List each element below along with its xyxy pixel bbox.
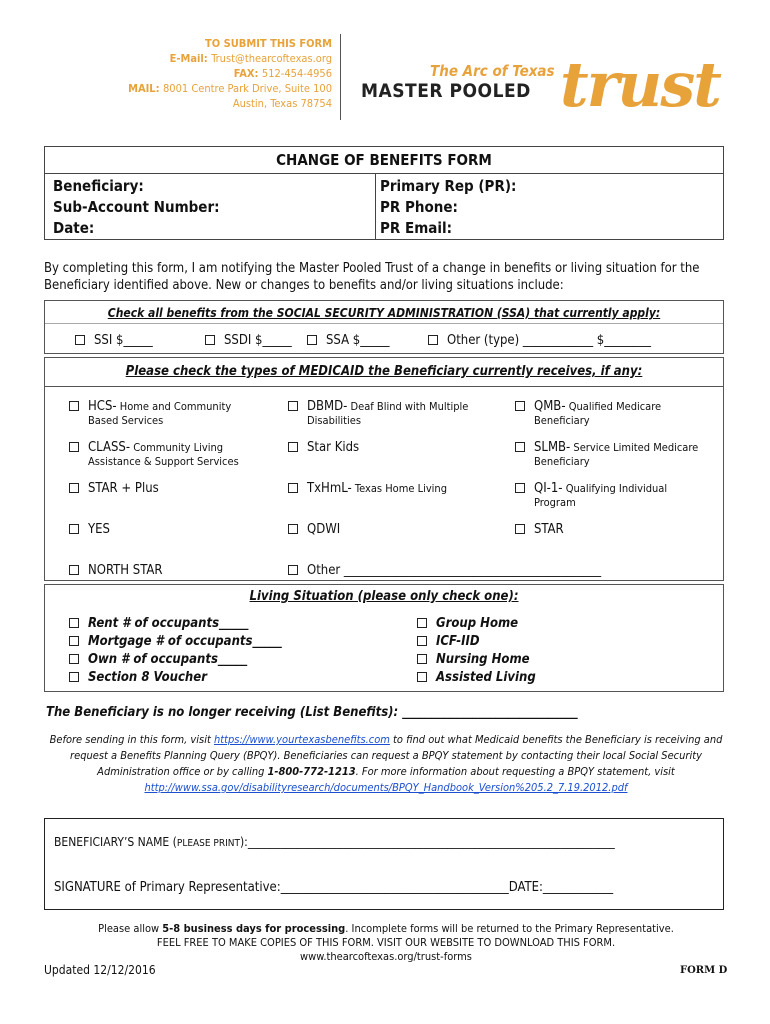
living-option[interactable]: Group Home [417, 616, 518, 631]
mail-label: MAIL: [128, 82, 160, 95]
checkbox[interactable] [75, 335, 85, 345]
checkbox[interactable] [515, 524, 525, 534]
signature-section [44, 818, 724, 910]
copies-notice: FEEL FREE TO MAKE COPIES OF THIS FORM. VISIT OUR WEBSITE TO DOWNLOAD THIS FORM. [156, 936, 616, 949]
mail-line1: 8001 Centre Park Drive, Suite 100 [163, 82, 332, 95]
date-label[interactable]: Date: [53, 219, 95, 237]
living-option[interactable]: Assisted Living [417, 670, 536, 685]
primary-rep-label[interactable]: Primary Rep (PR): [380, 177, 517, 195]
checkbox[interactable] [288, 483, 298, 493]
ssa-section [44, 300, 724, 354]
fax-label: FAX: [233, 67, 259, 80]
logo-arc-text: The Arc of Texas [430, 62, 555, 80]
ssa-item[interactable]: SSDI $_____ [205, 333, 292, 348]
medicaid-item[interactable]: TxHmL- Texas Home Living [288, 481, 447, 496]
checkbox[interactable] [205, 335, 215, 345]
living-option[interactable]: Nursing Home [417, 652, 530, 667]
ssa-rule [45, 323, 723, 324]
living-heading: Living Situation (please only check one): [249, 589, 519, 604]
submit-title: TO SUBMIT THIS FORM [205, 37, 332, 50]
website-link[interactable]: www.thearcoftexas.org/trust-forms [300, 950, 472, 963]
checkbox[interactable] [69, 636, 79, 646]
checkbox[interactable] [515, 483, 525, 493]
submit-info [128, 36, 332, 111]
checkbox[interactable] [307, 335, 317, 345]
logo-master-pooled: MASTER POOLED [361, 80, 531, 102]
medicaid-rule [45, 386, 723, 387]
medicaid-item[interactable]: YES [69, 522, 110, 537]
living-option[interactable]: Rent # of occupants_____ [69, 616, 248, 631]
checkbox[interactable] [69, 654, 79, 664]
medicaid-item[interactable]: NORTH STAR [69, 563, 162, 578]
medicaid-heading: Please check the types of MEDICAID the Beneficiary currently receives, if any: [125, 364, 643, 379]
pr-email-label[interactable]: PR Email: [380, 219, 453, 237]
fax-value: 512-454-4956 [261, 67, 332, 80]
checkbox[interactable] [69, 565, 79, 575]
signature-field[interactable]: SIGNATURE of Primary Representative:_______________________________________DATE:____________ [54, 880, 614, 895]
checkbox[interactable] [288, 442, 298, 452]
pr-phone-label[interactable]: PR Phone: [380, 198, 458, 216]
checkbox[interactable] [428, 335, 438, 345]
living-option[interactable]: Mortgage # of occupants_____ [69, 634, 282, 649]
checkbox[interactable] [417, 672, 427, 682]
sub-account-label[interactable]: Sub-Account Number: [53, 198, 220, 216]
checkbox[interactable] [69, 524, 79, 534]
form-id: FORM D [680, 965, 728, 976]
checkbox[interactable] [417, 636, 427, 646]
ssa-item[interactable]: SSA $_____ [307, 333, 389, 348]
ssa-item[interactable]: SSI $_____ [75, 333, 153, 348]
medicaid-item[interactable]: DBMD- Deaf Blind with Multiple Disabilities [288, 399, 468, 414]
checkbox[interactable] [69, 618, 79, 628]
mail-line2: Austin, Texas 78754 [232, 97, 332, 110]
ssa-item[interactable]: Other (type) ____________ $________ [428, 333, 651, 348]
medicaid-section [44, 357, 724, 581]
medicaid-item[interactable]: Other ____________________________________________ [288, 563, 601, 578]
checkbox[interactable] [288, 565, 298, 575]
medicaid-item[interactable]: HCS- Home and Community Based Services [69, 399, 231, 414]
medicaid-item[interactable]: CLASS- Community Living Assistance & Support Services [69, 440, 223, 455]
living-option[interactable]: ICF-IID [417, 634, 480, 649]
checkbox[interactable] [288, 401, 298, 411]
email-value[interactable]: Trust@thearcoftexas.org [211, 52, 332, 65]
info-table [44, 146, 724, 240]
checkbox[interactable] [515, 442, 525, 452]
no-longer-receiving[interactable]: The Beneficiary is no longer receiving (List Benefits): ______________________________ [46, 705, 578, 720]
medicaid-item[interactable]: QI-1- Qualifying Individual Program [515, 481, 667, 496]
logo-trust: trust [560, 48, 720, 121]
living-option[interactable]: Own # of occupants_____ [69, 652, 247, 667]
header-divider [340, 34, 341, 120]
checkbox[interactable] [69, 442, 79, 452]
checkbox[interactable] [69, 483, 79, 493]
info-divider [375, 173, 376, 239]
checkbox[interactable] [288, 524, 298, 534]
form-title: CHANGE OF BENEFITS FORM [45, 147, 723, 174]
footer: Please allow 5-8 business days for processing. Incomplete forms will be returned to the Primary Representative. FEEL FREE TO MAKE COPIES OF THIS FORM. VISIT OUR WEBSITE TO DOWNLOAD THIS FORM. www.thearcoftexas.org/trust-forms [44, 922, 728, 964]
email-label: E-Mail: [169, 52, 208, 65]
checkbox[interactable] [69, 672, 79, 682]
medicaid-item[interactable]: STAR + Plus [69, 481, 159, 496]
beneficiary-name-field[interactable]: BENEFICIARY’S NAME (PLEASE PRINT):____________________________________________________________________ [54, 835, 615, 849]
checkbox[interactable] [417, 654, 427, 664]
checkbox[interactable] [515, 401, 525, 411]
medicaid-item[interactable]: Star Kids [288, 440, 359, 455]
medicaid-item[interactable]: QMB- Qualified Medicare Beneficiary [515, 399, 661, 414]
beneficiary-label[interactable]: Beneficiary: [53, 177, 144, 195]
yourtexasbenefits-link[interactable]: https://www.yourtexasbenefits.com [213, 733, 390, 746]
checkbox[interactable] [417, 618, 427, 628]
bpqy-handbook-link[interactable]: http://www.ssa.gov/disabilityresearch/documents/BPQY_Handbook_Version%205.2_7.19.2012.pdf [144, 781, 628, 794]
ssa-heading: Check all benefits from the SOCIAL SECURITY ADMINISTRATION (SSA) that currently apply: [107, 306, 661, 320]
living-option[interactable]: Section 8 Voucher [69, 670, 207, 685]
fine-print: Before sending in this form, visit https://www.yourtexasbenefits.com to find out what Medicaid benefits the Beneficiary is receiving and request a Benefits Planning Query (BPQY). Beneficiaries can request a BPQY statement by contacting their local Social Security Administration office or by calling 1-800-772-1213. For more information about requesting a BPQY statement, visit http://www.ssa.gov/disabilityresearch/documents/BPQY_Handbook_Version%205.2_7.19.2012.pdf [49, 733, 723, 794]
updated-date: Updated 12/12/2016 [44, 963, 156, 977]
living-section [44, 584, 724, 692]
medicaid-item[interactable]: SLMB- Service Limited Medicare Beneficiary [515, 440, 698, 455]
checkbox[interactable] [69, 401, 79, 411]
intro-paragraph: By completing this form, I am notifying the Master Pooled Trust of a change in benefits or living situation for the Beneficiary identified above. New or changes to benefits and/or living situations include: [44, 261, 700, 293]
medicaid-item[interactable]: QDWI [288, 522, 340, 537]
medicaid-item[interactable]: STAR [515, 522, 564, 537]
